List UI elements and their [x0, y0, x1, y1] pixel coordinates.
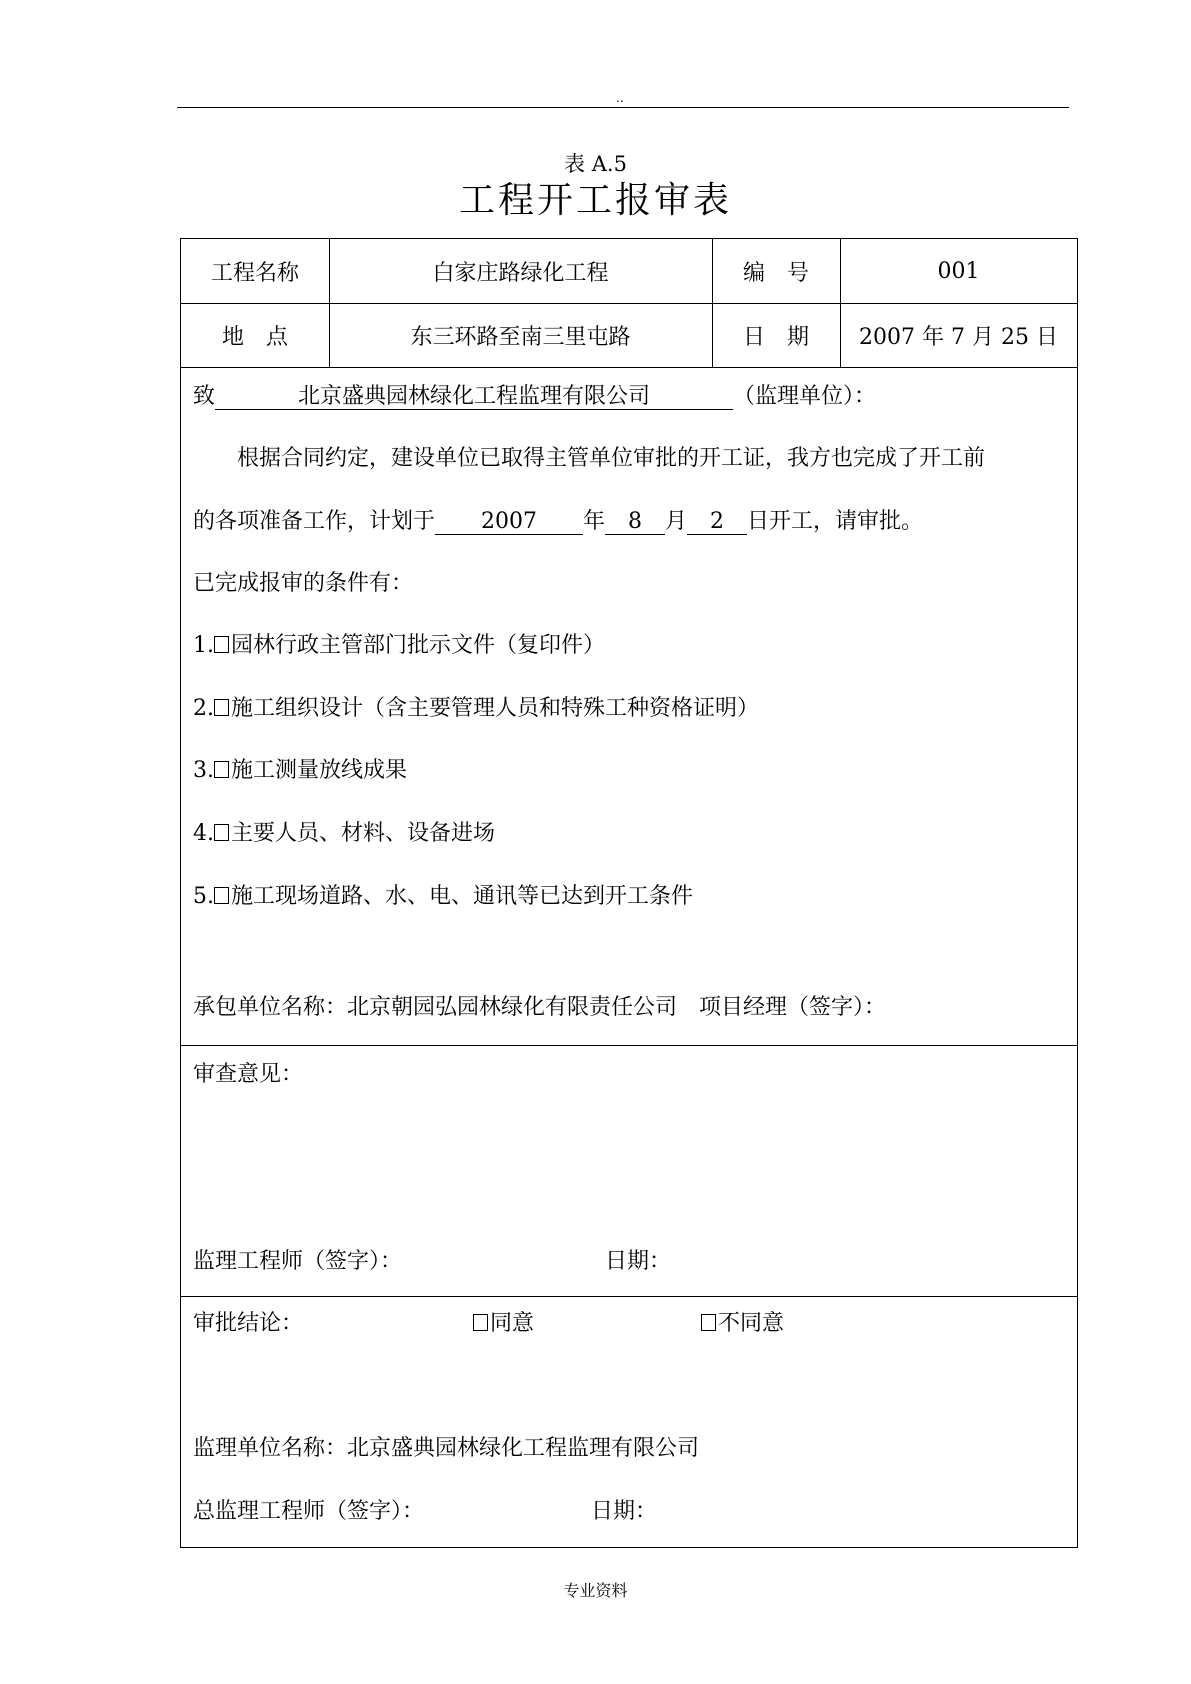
year-unit: 年 — [583, 509, 606, 534]
chief-engineer-sign-label: 总监理工程师（签字）： — [193, 1499, 425, 1524]
to-suffix: （监理单位）： — [733, 384, 877, 409]
condition-item — [193, 758, 407, 784]
body-line-1: 根据合同约定，建设单位已取得主管单位审批的开工证，我方也完成了开工前 — [237, 446, 986, 471]
document-title: 工程开工报审表 — [458, 180, 732, 221]
condition-number: 5. — [193, 884, 214, 909]
condition-number: 2. — [193, 696, 214, 721]
addressee-line — [193, 384, 876, 410]
body-line-2-prefix: 的各项准备工作，计划于 — [193, 509, 436, 534]
start-day: 2 — [687, 510, 747, 535]
agree-checkbox[interactable] — [473, 1314, 488, 1331]
condition-number: 1. — [193, 633, 214, 658]
agree-option[interactable] — [473, 1311, 534, 1337]
conditions-title: 已完成报审的条件有： — [193, 571, 414, 596]
project-name-label: 工程名称 — [210, 260, 299, 286]
header-dots: .. — [616, 91, 624, 105]
condition-item — [193, 821, 495, 847]
number-value: 001 — [937, 258, 980, 284]
review-opinion-label: 审查意见： — [193, 1062, 304, 1087]
condition-text: 主要人员、材料、设备进场 — [231, 821, 496, 846]
condition-checkbox[interactable] — [214, 699, 229, 716]
section-divider — [181, 1296, 1077, 1297]
start-month: 8 — [605, 510, 665, 535]
month-unit: 月 — [665, 509, 688, 534]
condition-text: 施工测量放线成果 — [231, 758, 408, 783]
conclusion-label: 审批结论： — [193, 1311, 304, 1336]
agree-label: 同意 — [490, 1311, 535, 1336]
condition-checkbox[interactable] — [214, 887, 229, 904]
approval-date-label: 日期： — [591, 1499, 658, 1524]
footer-text: 专业资料 — [563, 1581, 628, 1600]
body-line-2 — [193, 509, 923, 535]
body-line-2-suffix: 日开工，请审批。 — [747, 509, 924, 534]
condition-item — [193, 884, 693, 910]
engineer-sign-label: 监理工程师（签字）： — [193, 1249, 403, 1274]
location-value: 东三环路至南三里屯路 — [410, 324, 631, 350]
location-label: 地 点 — [221, 324, 288, 350]
date-value: 2007 年 7 月 25 日 — [859, 324, 1058, 350]
disagree-checkbox[interactable] — [701, 1314, 716, 1331]
start-year: 2007 — [435, 510, 583, 535]
condition-item — [193, 696, 759, 722]
row-divider — [181, 367, 1077, 368]
condition-checkbox[interactable] — [214, 636, 229, 653]
contractor-line: 承包单位名称：北京朝园弘园林绿化有限责任公司 项目经理（签字）： — [193, 995, 887, 1020]
project-name-value: 白家庄路绿化工程 — [432, 260, 609, 286]
disagree-label: 不同意 — [718, 1311, 785, 1336]
condition-number: 4. — [193, 821, 214, 846]
date-label: 日 期 — [742, 324, 809, 350]
to-prefix: 致 — [193, 384, 216, 409]
number-label: 编 号 — [742, 260, 809, 286]
condition-text: 园林行政主管部门批示文件（复印件） — [231, 633, 606, 658]
approval-form — [180, 238, 1078, 1548]
disagree-option[interactable] — [701, 1311, 784, 1337]
supervisor-company: 北京盛典园林绿化工程监理有限公司 — [215, 385, 733, 410]
form-number: 表 A.5 — [564, 152, 627, 176]
header-rule — [177, 107, 1069, 108]
condition-checkbox[interactable] — [214, 824, 229, 841]
condition-text: 施工组织设计（含主要管理人员和特殊工种资格证明） — [231, 696, 760, 721]
section-divider — [181, 1045, 1077, 1046]
supervisor-unit-line: 监理单位名称：北京盛典园林绿化工程监理有限公司 — [193, 1436, 700, 1461]
condition-checkbox[interactable] — [214, 761, 229, 778]
review-date-label: 日期： — [605, 1249, 672, 1274]
condition-text: 施工现场道路、水、电、通讯等已达到开工条件 — [231, 884, 694, 909]
condition-item — [193, 633, 605, 659]
condition-number: 3. — [193, 758, 214, 783]
